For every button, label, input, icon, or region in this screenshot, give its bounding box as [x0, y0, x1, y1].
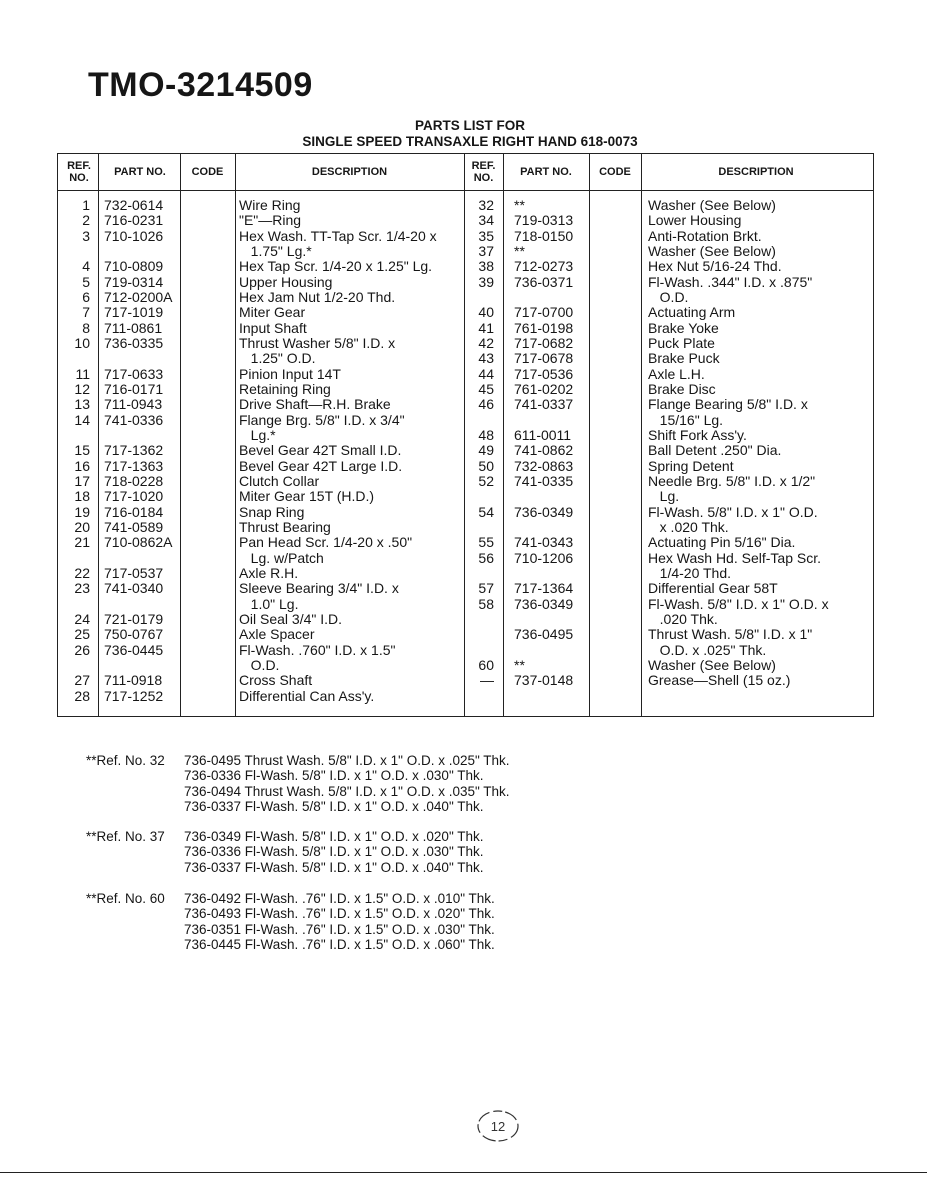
- part-no: 611-0011: [514, 426, 572, 443]
- table-row: [58, 535, 873, 550]
- table-row: [58, 489, 873, 504]
- table-row: [58, 551, 873, 566]
- description: Input Shaft: [239, 319, 307, 336]
- part-no: 710-1206: [514, 549, 574, 566]
- ref-no: 15: [74, 442, 90, 459]
- table-row: [58, 198, 873, 213]
- description: Hex Tap Scr. 1/4-20 x 1.25" Lg.: [239, 258, 433, 275]
- ref-no: 7: [82, 304, 90, 321]
- footnote-line: 736-0445 Fl-Wash. .76" I.D. x 1.5" O.D. x .060" Thk.: [184, 937, 495, 953]
- description: Cross Shaft: [239, 672, 313, 689]
- table-row: [58, 213, 873, 228]
- description: Pinion Input 14T: [239, 365, 341, 382]
- part-no: 732-0863: [514, 457, 574, 474]
- part-no: 737-0148: [514, 672, 574, 689]
- ref-no: 44: [478, 365, 494, 382]
- footnote-line: 736-0337 Fl-Wash. 5/8" I.D. x 1" O.D. x .040" Thk.: [184, 859, 484, 875]
- table-row: [58, 443, 873, 458]
- ref-no: 34: [478, 212, 494, 229]
- table-row: [58, 627, 873, 642]
- description: Thrust Washer 5/8" I.D. x: [239, 335, 396, 351]
- description: Snap Ring: [239, 503, 305, 520]
- part-no: 716-0171: [104, 381, 164, 397]
- part-no: 716-0231: [104, 212, 164, 229]
- ref-no: 1: [82, 197, 90, 213]
- ref-no: 55: [478, 534, 494, 551]
- description: O.D.: [239, 656, 280, 673]
- part-no: 717-1252: [104, 687, 164, 704]
- description: Bevel Gear 42T Large I.D.: [239, 457, 403, 474]
- ref-no: 42: [478, 335, 494, 351]
- description: 1.25" O.D.: [239, 350, 316, 367]
- table-row: [58, 321, 873, 336]
- part-no: 711-0861: [104, 319, 163, 336]
- table-row: [58, 336, 873, 351]
- description: "E"—Ring: [239, 212, 302, 229]
- part-no: 711-0943: [104, 396, 163, 413]
- description: x .020 Thk.: [648, 518, 729, 535]
- ref-no: 27: [74, 672, 90, 689]
- description: Drive Shaft—R.H. Brake: [239, 396, 391, 413]
- footnote-ref: **Ref. No. 37: [86, 829, 165, 844]
- part-no: 717-0537: [104, 564, 164, 581]
- table-row: [58, 520, 873, 535]
- part-no: 718-0150: [514, 227, 574, 244]
- header-divider: [58, 190, 873, 191]
- table-row: [58, 367, 873, 382]
- description: Brake Puck: [648, 350, 720, 367]
- description: Spring Detent: [648, 457, 734, 474]
- footnote-line: 736-0492 Fl-Wash. .76" I.D. x 1.5" O.D. x .010" Thk.: [184, 891, 495, 906]
- description: Fl-Wash. 5/8" I.D. x 1" O.D.: [648, 503, 818, 520]
- description: 15/16" Lg.: [648, 411, 724, 428]
- part-no: 710-1026: [104, 227, 164, 244]
- ref-no: 25: [74, 626, 90, 643]
- part-no: 711-0918: [104, 672, 163, 689]
- ref-no: 8: [82, 319, 90, 336]
- header-ref-left: REF. NO.: [67, 160, 91, 184]
- ref-no: 4: [82, 258, 90, 275]
- description: 1/4-20 Thd.: [648, 564, 732, 581]
- description: Axle L.H.: [648, 365, 705, 382]
- part-no: 716-0184: [104, 503, 164, 520]
- description: Ball Detent .250" Dia.: [648, 442, 782, 459]
- part-no: 717-0682: [514, 335, 574, 351]
- table-row: [58, 382, 873, 397]
- description: Thrust Wash. 5/8" I.D. x 1": [648, 626, 813, 643]
- description: Bevel Gear 42T Small I.D.: [239, 442, 402, 459]
- ref-no: 49: [478, 442, 494, 459]
- part-no: 710-0809: [104, 258, 164, 275]
- footnote-ref: **Ref. No. 32: [86, 753, 165, 768]
- header-code-right: CODE: [599, 166, 631, 178]
- ref-no: 58: [478, 595, 494, 612]
- description: O.D. x .025" Thk.: [648, 641, 767, 658]
- description: Axle Spacer: [239, 626, 315, 643]
- parts-table: [57, 153, 874, 717]
- description: Oil Seal 3/4" I.D.: [239, 610, 343, 627]
- table-row: [58, 244, 873, 259]
- ref-no: 39: [478, 273, 494, 290]
- part-no: 741-0862: [514, 442, 574, 459]
- part-no: 761-0202: [514, 381, 574, 397]
- description: Axle R.H.: [239, 564, 299, 581]
- description: Lower Housing: [648, 212, 742, 229]
- table-row: [58, 581, 873, 596]
- heading-line-2: SINGLE SPEED TRANSAXLE RIGHT HAND 618-0073: [302, 134, 638, 149]
- table-row: [58, 428, 873, 443]
- part-no: 717-1020: [104, 488, 164, 505]
- ref-no: 11: [75, 365, 90, 382]
- footnote-line: 736-0493 Fl-Wash. .76" I.D. x 1.5" O.D. x .020" Thk.: [184, 906, 495, 922]
- table-row: [58, 689, 873, 704]
- description: Actuating Pin 5/16" Dia.: [648, 534, 796, 551]
- description: Anti-Rotation Brkt.: [648, 227, 762, 244]
- ref-no: 22: [74, 564, 90, 581]
- ref-no: 57: [478, 580, 494, 597]
- part-no: 736-0349: [514, 503, 574, 520]
- table-row: [58, 413, 873, 428]
- description: Upper Housing: [239, 273, 333, 290]
- description: Lg. w/Patch: [239, 549, 324, 566]
- part-no: **: [514, 243, 525, 259]
- part-no: 718-0228: [104, 472, 164, 489]
- description: Shift Fork Ass'y.: [648, 426, 747, 443]
- ref-no: 40: [478, 304, 494, 321]
- ref-no: 54: [478, 503, 494, 520]
- description: Differential Can Ass'y.: [239, 687, 375, 704]
- description: Flange Bearing 5/8" I.D. x: [648, 396, 808, 413]
- part-no: 712-0200A: [104, 289, 173, 305]
- description: Hex Wash. TT-Tap Scr. 1/4-20 x: [239, 227, 437, 244]
- ref-no: 52: [478, 472, 494, 489]
- part-no: 717-0633: [104, 365, 164, 382]
- table-row: [58, 459, 873, 474]
- footnote-line: 736-0495 Thrust Wash. 5/8" I.D. x 1" O.D. x .025" Thk.: [184, 753, 510, 768]
- table-row: [58, 566, 873, 581]
- part-no: 717-1363: [104, 457, 164, 474]
- footnote-line: 736-0349 Fl-Wash. 5/8" I.D. x 1" O.D. x .020" Thk.: [184, 829, 484, 844]
- description: Fl-Wash. 5/8" I.D. x 1" O.D. x: [648, 595, 829, 612]
- ref-no: 32: [478, 197, 494, 213]
- part-no: **: [514, 197, 525, 213]
- heading-line-1: PARTS LIST FOR: [415, 118, 525, 133]
- ref-no: —: [480, 672, 494, 689]
- description: Flange Brg. 5/8" I.D. x 3/4": [239, 411, 405, 428]
- part-no: 717-1364: [514, 580, 574, 597]
- table-row: [58, 305, 873, 320]
- ref-no: 28: [74, 687, 90, 704]
- table-row: [58, 351, 873, 366]
- ref-no: 24: [74, 610, 90, 627]
- ref-no: 23: [74, 580, 90, 597]
- part-no: 710-0862A: [104, 534, 173, 551]
- part-no: 741-0335: [514, 472, 574, 489]
- scan-edge-rule: [0, 1172, 927, 1173]
- ref-no: 3: [82, 227, 90, 244]
- description: Washer (See Below): [648, 656, 776, 673]
- description: Miter Gear: [239, 304, 306, 321]
- ref-no: 43: [478, 350, 494, 367]
- ref-no: 17: [74, 472, 90, 489]
- part-no: 750-0767: [104, 626, 164, 643]
- part-no: 719-0313: [514, 212, 574, 229]
- description: 1.75" Lg.*: [239, 243, 312, 259]
- description: Brake Yoke: [648, 319, 719, 336]
- ref-no: 41: [478, 319, 494, 336]
- description: Differential Gear 58T: [648, 580, 778, 597]
- part-no: 721-0179: [104, 610, 164, 627]
- part-no: 736-0371: [514, 273, 574, 290]
- part-no: **: [514, 656, 525, 673]
- ref-no: 48: [478, 426, 494, 443]
- page-number-mark: [470, 1104, 526, 1146]
- description: .020 Thk.: [648, 610, 718, 627]
- description: Lg.*: [239, 426, 276, 443]
- ref-no: 56: [478, 549, 494, 566]
- part-no: 736-0445: [104, 641, 164, 658]
- ref-no: 5: [82, 273, 90, 290]
- part-no: 712-0273: [514, 258, 574, 275]
- part-no: 717-1362: [104, 442, 164, 459]
- table-row: [58, 612, 873, 627]
- header-ref-right: REF. NO.: [471, 160, 496, 184]
- ref-no: 60: [478, 656, 494, 673]
- description: Sleeve Bearing 3/4" I.D. x: [239, 580, 399, 597]
- description: O.D.: [648, 289, 689, 305]
- description: Clutch Collar: [239, 472, 320, 489]
- ref-no: 26: [74, 641, 90, 658]
- ref-no: 12: [74, 381, 90, 397]
- table-row: [58, 658, 873, 673]
- table-row: [58, 643, 873, 658]
- ref-no: 10: [74, 335, 90, 351]
- footnote-ref: **Ref. No. 60: [86, 891, 165, 906]
- part-no: 741-0589: [104, 518, 164, 535]
- description: Hex Wash Hd. Self-Tap Scr.: [648, 549, 821, 566]
- part-no: 736-0349: [514, 595, 574, 612]
- table-row: [58, 259, 873, 274]
- part-no: 717-0536: [514, 365, 574, 382]
- description: Pan Head Scr. 1/4-20 x .50": [239, 534, 413, 551]
- description: Puck Plate: [648, 335, 715, 351]
- header-code-left: CODE: [191, 166, 224, 178]
- part-no: 717-0700: [514, 304, 574, 321]
- part-no: 741-0337: [514, 396, 574, 413]
- description: Miter Gear 15T (H.D.): [239, 488, 375, 505]
- ref-no: 21: [74, 534, 90, 551]
- ref-no: 50: [478, 457, 494, 474]
- description: Washer (See Below): [648, 197, 776, 213]
- table-row: [58, 673, 873, 688]
- description: Wire Ring: [239, 197, 301, 213]
- ref-no: 37: [478, 243, 494, 259]
- ref-no: 46: [478, 396, 494, 413]
- ref-no: 45: [478, 381, 494, 397]
- part-no: 761-0198: [514, 319, 574, 336]
- ref-no: 13: [74, 396, 90, 413]
- part-no: 741-0340: [104, 580, 164, 597]
- header-description-left: DESCRIPTION: [311, 166, 388, 178]
- table-row: [58, 290, 873, 305]
- description: Hex Jam Nut 1/2-20 Thd.: [239, 289, 396, 305]
- part-no: 736-0495: [514, 626, 574, 643]
- footnote-line: 736-0336 Fl-Wash. 5/8" I.D. x 1" O.D. x .030" Thk.: [184, 768, 484, 784]
- table-row: [58, 275, 873, 290]
- description: Needle Brg. 5/8" I.D. x 1/2": [648, 472, 816, 489]
- ref-no: 14: [74, 411, 90, 428]
- ref-no: 2: [82, 212, 90, 229]
- header-part-right: PART NO.: [520, 166, 572, 178]
- description: 1.0" Lg.: [239, 595, 299, 612]
- ref-no: 16: [74, 457, 90, 474]
- part-no: 717-0678: [514, 350, 574, 367]
- description: Hex Nut 5/16-24 Thd.: [648, 258, 782, 275]
- part-no: 741-0343: [514, 534, 574, 551]
- part-no: 732-0614: [104, 197, 164, 213]
- description: Washer (See Below): [648, 243, 776, 259]
- description: Grease—Shell (15 oz.): [648, 672, 791, 689]
- header-description-right: DESCRIPTION: [718, 166, 794, 178]
- ref-no: 18: [74, 488, 90, 505]
- ref-no: 35: [478, 227, 494, 244]
- description: Actuating Arm: [648, 304, 736, 321]
- document-title: TMO-3214509: [88, 66, 313, 104]
- description: Fl-Wash. .760" I.D. x 1.5": [239, 641, 396, 658]
- table-row: [58, 597, 873, 612]
- part-no: 719-0314: [104, 273, 164, 290]
- header-part-left: PART NO.: [114, 166, 166, 178]
- ref-no: 38: [478, 258, 494, 275]
- part-no: 736-0335: [104, 335, 164, 351]
- table-row: [58, 505, 873, 520]
- footnote-line: 736-0336 Fl-Wash. 5/8" I.D. x 1" O.D. x .030" Thk.: [184, 844, 484, 860]
- ref-no: 6: [82, 289, 90, 305]
- part-no: 717-1019: [104, 304, 164, 321]
- footnote-line: 736-0494 Thrust Wash. 5/8" I.D. x 1" O.D. x .035" Thk.: [184, 783, 510, 799]
- part-no: 741-0336: [104, 411, 164, 428]
- description: Thrust Bearing: [239, 518, 331, 535]
- table-row: [58, 229, 873, 244]
- description: Brake Disc: [648, 381, 716, 397]
- description: Fl-Wash. .344" I.D. x .875": [648, 273, 813, 290]
- footnote-line: 736-0351 Fl-Wash. .76" I.D. x 1.5" O.D. x .030" Thk.: [184, 921, 495, 937]
- description: Retaining Ring: [239, 381, 331, 397]
- footnote-line: 736-0337 Fl-Wash. 5/8" I.D. x 1" O.D. x .040" Thk.: [184, 799, 484, 815]
- description: Lg.: [648, 488, 680, 505]
- table-row: [58, 474, 873, 489]
- page-number: 12: [490, 1119, 506, 1134]
- table-row: [58, 397, 873, 412]
- ref-no: 19: [74, 503, 90, 520]
- ref-no: 20: [74, 518, 90, 535]
